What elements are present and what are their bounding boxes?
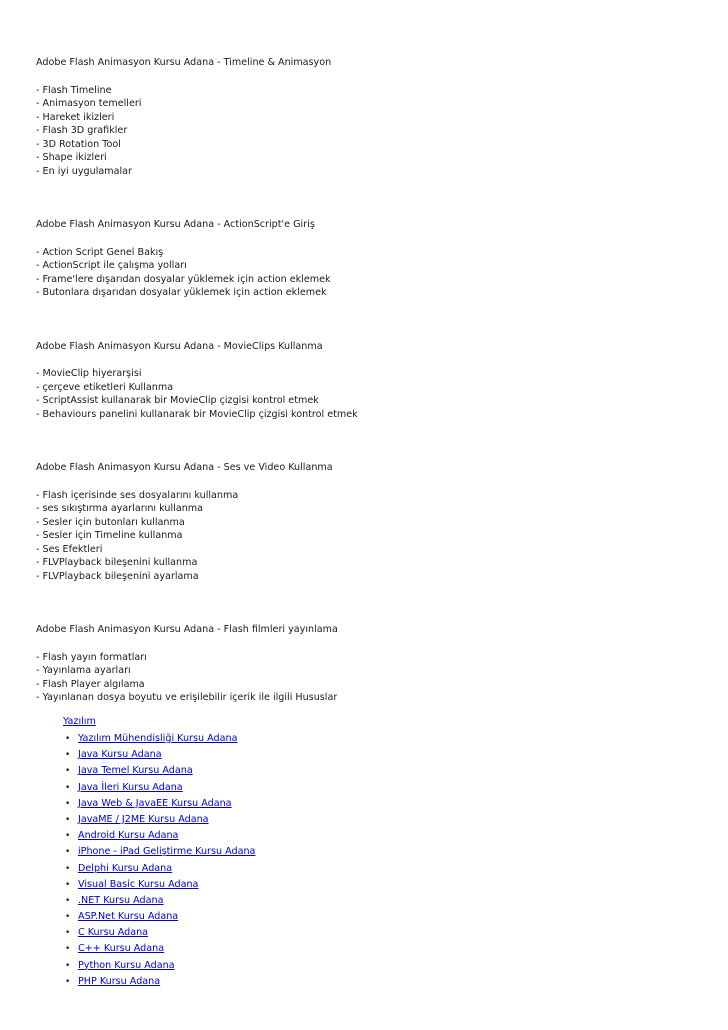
software-links (36, 715, 696, 991)
list-item: - Flash yayın formatları (36, 651, 147, 663)
list-item: - Ses Efektleri (36, 543, 103, 555)
link-java[interactable]: Java Kursu Adana (78, 749, 162, 761)
link-list-item (63, 893, 696, 909)
link-software-engineering[interactable]: Yazılım Mühendisliği Kursu Adana (78, 733, 238, 744)
link-list-item (63, 844, 696, 860)
list-item: - Behaviours panelini kullanarak bir MovieClip çizgisi kontrol etmek (36, 408, 358, 420)
link-list-item (63, 796, 696, 812)
link-list-item (63, 828, 696, 844)
section-title: Adobe Flash Animasyon Kursu Adana - MovieClips Kullanma (36, 340, 323, 352)
link-list-item (63, 958, 696, 974)
link-list-item (63, 731, 696, 747)
link-android[interactable]: Android Kursu Adana (78, 830, 179, 842)
link-software-heading[interactable]: Yazılım (63, 715, 96, 727)
link-list-item (63, 909, 696, 925)
link-php[interactable]: PHP Kursu Adana (78, 975, 161, 987)
list-item: - 3D Rotation Tool (36, 138, 121, 150)
link-c[interactable]: C Kursu Adana (78, 927, 149, 939)
link-list-item (63, 974, 696, 990)
section-title: Adobe Flash Animasyon Kursu Adana - ActionScript'e Giriş (36, 219, 315, 230)
link-list-item (63, 763, 696, 779)
list-item: - MovieClip hiyerarşisi (36, 368, 142, 379)
document-page (36, 56, 696, 990)
link-java-web-javaee[interactable]: Java Web & JavaEE Kursu Adana (78, 797, 232, 809)
link-list-item (63, 877, 696, 893)
link-python[interactable]: Python Kursu Adana (78, 959, 175, 971)
link-cpp[interactable]: C++ Kursu Adana (78, 943, 165, 955)
section-movieclips (36, 340, 696, 422)
link-list-item (63, 861, 696, 877)
link-list-item (63, 812, 696, 828)
list-item: - Yayınlama ayarları (36, 665, 131, 676)
list-item: - ScriptAssist kullanarak bir MovieClip çizgisi kontrol etmek (36, 395, 319, 406)
list-item: - Animasyon temelleri (36, 98, 142, 109)
link-list-item (63, 780, 696, 796)
list-item: - Sesler için Timeline kullanma (36, 530, 183, 541)
link-list (63, 731, 696, 990)
section-publishing (36, 623, 696, 705)
link-list-item (63, 925, 696, 941)
section-title: Adobe Flash Animasyon Kursu Adana - Flash filmleri yayınlama (36, 624, 338, 635)
bullet-icon: • (65, 847, 71, 858)
bullet-icon: • (65, 814, 71, 825)
bullet-icon: • (65, 944, 71, 955)
bullet-icon: • (65, 798, 71, 809)
bullet-icon: • (65, 831, 71, 842)
list-item: - Flash Timeline (36, 84, 112, 96)
list-item: - ses sıkıştırma ayarlarını kullanma (36, 503, 204, 514)
list-item: - Flash 3D grafikler (36, 125, 128, 136)
link-list-item (63, 747, 696, 763)
bullet-icon: • (65, 863, 71, 874)
link-java-basic[interactable]: Java Temel Kursu Adana (78, 765, 193, 777)
list-item: - Flash içerisinde ses dosyalarını kullanma (36, 489, 239, 501)
link-aspnet[interactable]: ASP.Net Kursu Adana (78, 911, 179, 923)
list-item: - Shape ikizleri (36, 152, 107, 163)
bullet-icon: • (65, 895, 71, 906)
bullet-icon: • (65, 766, 71, 777)
section-title: Adobe Flash Animasyon Kursu Adana - Ses ve Video Kullanma (36, 462, 333, 473)
bullet-icon: • (65, 734, 71, 744)
link-javame-j2me[interactable]: JavaME / J2ME Kursu Adana (78, 813, 209, 825)
list-item: - Flash Player algılama (36, 678, 145, 690)
bullet-icon: • (65, 928, 71, 939)
list-item: - Hareket ikizleri (36, 111, 115, 123)
bullet-icon: • (65, 960, 71, 971)
section-title: Adobe Flash Animasyon Kursu Adana - Timeline & Animasyon (36, 57, 332, 68)
list-item: - Yayınlanan dosya boyutu ve erişilebilir içerik ile ilgili Hususlar (36, 692, 338, 703)
bullet-icon: • (65, 879, 71, 890)
list-item: - Action Script Genel Bakış (36, 246, 164, 258)
list-item: - ActionScript ile çalışma yolları (36, 260, 187, 271)
link-visual-basic[interactable]: Visual Basic Kursu Adana (78, 878, 199, 890)
list-item: - Frame'lere dışarıdan dosyalar yüklemek için action eklemek (36, 273, 331, 285)
list-item: - Butonlara dışarıdan dosyalar yüklemek için action eklemek (36, 287, 327, 298)
link-java-advanced[interactable]: Java İleri Kursu Adana (78, 781, 183, 793)
section-actionscript (36, 218, 696, 300)
link-dotnet[interactable]: .NET Kursu Adana (78, 894, 164, 906)
section-sound-video (36, 461, 696, 583)
link-list-item (63, 941, 696, 957)
bullet-icon: • (65, 750, 71, 761)
bullet-icon: • (65, 912, 71, 923)
list-item: - FLVPlayback bileşenini kullanma (36, 557, 198, 568)
list-item: - En iyi uygulamalar (36, 165, 132, 177)
bullet-icon: • (65, 976, 71, 987)
list-item: - Sesler için butonları kullanma (36, 516, 185, 528)
section-timeline (36, 56, 696, 178)
link-delphi[interactable]: Delphi Kursu Adana (78, 862, 173, 874)
link-iphone-ipad[interactable]: iPhone - iPad Geliştirme Kursu Adana (78, 846, 256, 858)
list-item: - çerçeve etiketleri Kullanma (36, 381, 174, 393)
bullet-icon: • (65, 782, 71, 793)
list-item: - FLVPlayback bileşenini ayarlama (36, 570, 199, 582)
